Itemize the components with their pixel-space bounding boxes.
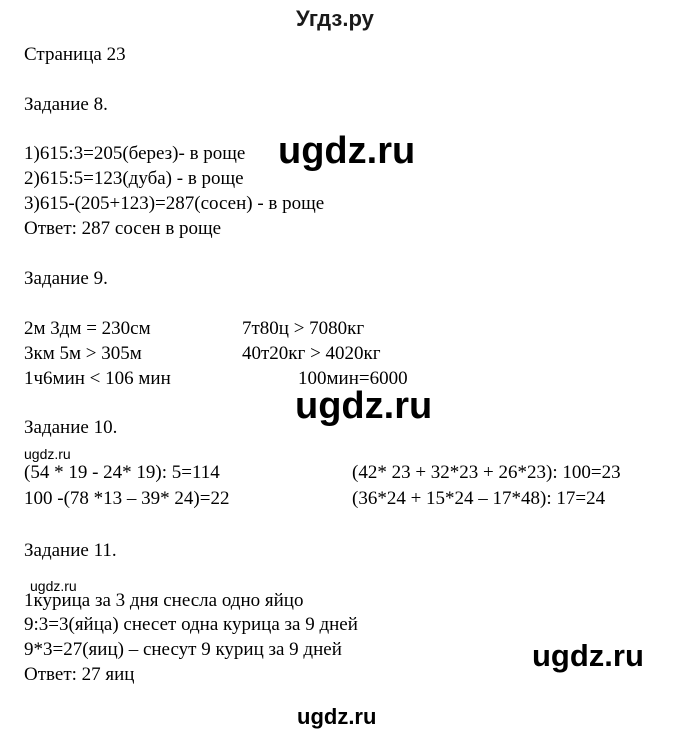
task8-line: 2)615:5=123(дуба) - в роще (24, 168, 244, 189)
task10-right-item: (42* 23 + 32*23 + 26*23): 100=23 (352, 462, 621, 483)
task8-line: 1)615:3=205(берез)- в роще (24, 143, 246, 164)
task9-title: Задание 9. (24, 268, 108, 289)
task8-answer: Ответ: 287 сосен в роще (24, 218, 222, 239)
task11-line: 1курица за 3 дня снесла одно яйцо (24, 590, 304, 611)
task9-right-item: 100мин=6000 (298, 368, 408, 389)
site-header-logo: Угдз.ру (296, 6, 374, 31)
footer-watermark: ugdz.ru (297, 704, 377, 729)
task9-left-item: 1ч6мин < 106 мин (24, 368, 171, 389)
task8-title: Задание 8. (24, 94, 108, 115)
task11-answer: Ответ: 27 яиц (24, 664, 135, 685)
task9-right-item: 40т20кг > 4020кг (242, 343, 381, 364)
watermark-small: ugdz.ru (24, 446, 71, 462)
task8-line: 3)615-(205+123)=287(сосен) - в роще (24, 193, 325, 214)
task11-title: Задание 11. (24, 540, 117, 561)
task11-line: 9*3=27(яиц) – снесут 9 куриц за 9 дней (24, 639, 342, 660)
task9-left-item: 2м 3дм = 230см (24, 318, 151, 339)
task10-left-item: 100 -(78 *13 – 39* 24)=22 (24, 488, 230, 509)
watermark: ugdz.ru (532, 638, 644, 673)
task10-left-item: (54 * 19 - 24* 19): 5=114 (24, 462, 220, 483)
task9-right-item: 7т80ц > 7080кг (242, 318, 365, 339)
task10-title: Задание 10. (24, 417, 118, 438)
watermark: ugdz.ru (278, 130, 416, 172)
watermark: ugdz.ru (295, 385, 433, 427)
watermark-small: ugdz.ru (30, 578, 77, 594)
page-label: Страница 23 (24, 44, 126, 65)
task9-left-item: 3км 5м > 305м (24, 343, 142, 364)
task11-line: 9:3=3(яйца) снесет одна курица за 9 дней (24, 614, 358, 635)
task10-right-item: (36*24 + 15*24 – 17*48): 17=24 (352, 488, 606, 509)
